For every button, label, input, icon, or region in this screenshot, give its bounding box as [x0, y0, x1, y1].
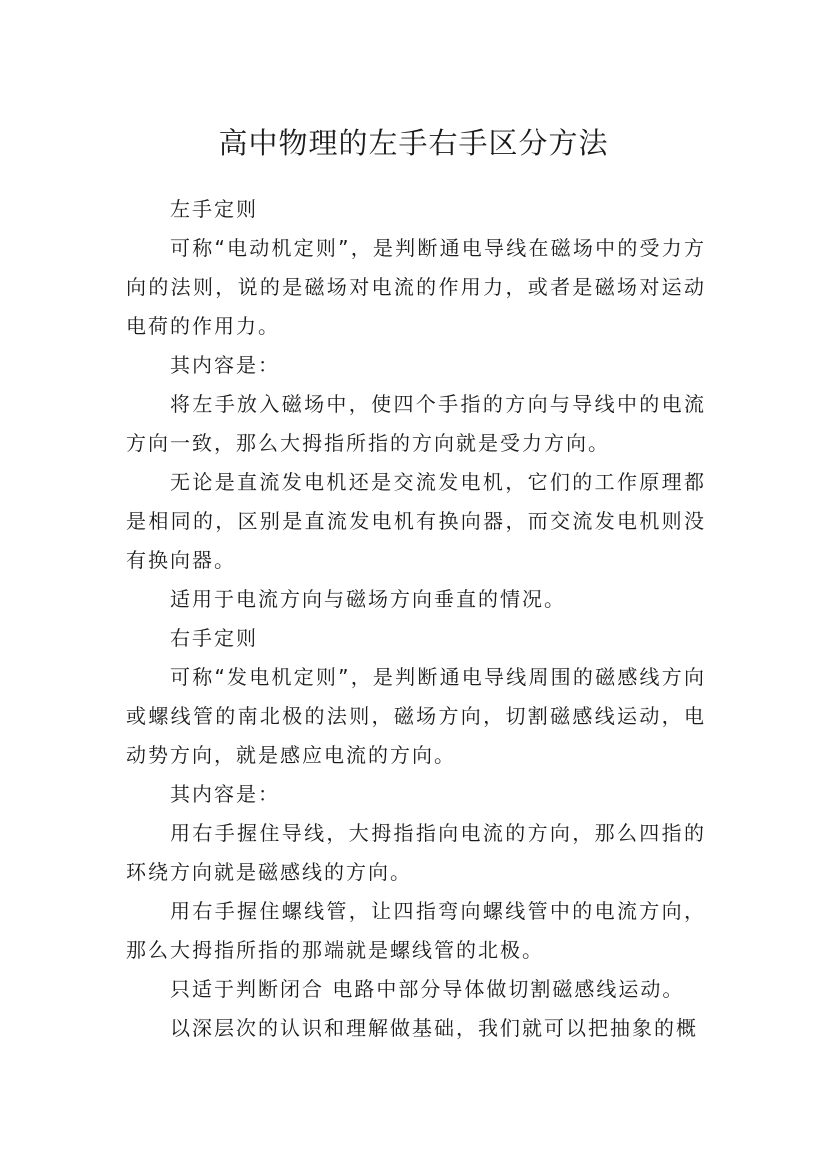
paragraph-generator-comparison: 无论是直流发电机还是交流发电机，它们的工作原理都是相同的，区别是直流发电机有换向器，而交流发电机则没有换向器。	[126, 470, 706, 572]
document-title: 高中物理的左手右手区分方法	[218, 126, 609, 161]
paragraph-generator-rule-definition: 可称“发电机定则”，是判断通电导线周围的磁感线方向或螺线管的南北极的法则，磁场方向，切割磁感线运动，电动势方向，就是感应电流的方向。	[126, 665, 706, 767]
paragraph-right-hand-solenoid-method: 用右手握住螺线管，让四指弯向螺线管中的电流方向，那么大拇指所指的那端就是螺线管的北极。	[126, 899, 706, 962]
paragraph-left-hand-rule-heading: 左手定则	[170, 197, 258, 221]
paragraph-left-hand-method: 将左手放入磁场中，使四个手指的方向与导线中的电流方向一致，那么大拇指所指的方向就是受力方向。	[126, 392, 706, 455]
document-body	[126, 190, 706, 1048]
paragraph-closed-circuit-note: 只适于判断闭合 电路中部分导体做切割磁感线运动。	[170, 977, 685, 1001]
paragraph-motor-rule-definition: 可称“电动机定则”，是判断通电导线在磁场中的受力方向的法则，说的是磁场对电流的作用力，或者是磁场对运动电荷的作用力。	[126, 236, 706, 338]
paragraph-left-content-label: 其内容是：	[170, 353, 280, 377]
paragraph-right-hand-rule-heading: 右手定则	[170, 626, 258, 650]
paragraph-right-content-label: 其内容是：	[170, 782, 280, 806]
paragraph-applicable-condition: 适用于电流方向与磁场方向垂直的情况。	[170, 587, 566, 611]
paragraph-understanding-basis: 以深层次的认识和理解做基础，我们就可以把抽象的概	[170, 1016, 698, 1040]
paragraph-right-hand-wire-method: 用右手握住导线，大拇指指向电流的方向，那么四指的环绕方向就是磁感线的方向。	[126, 821, 706, 884]
